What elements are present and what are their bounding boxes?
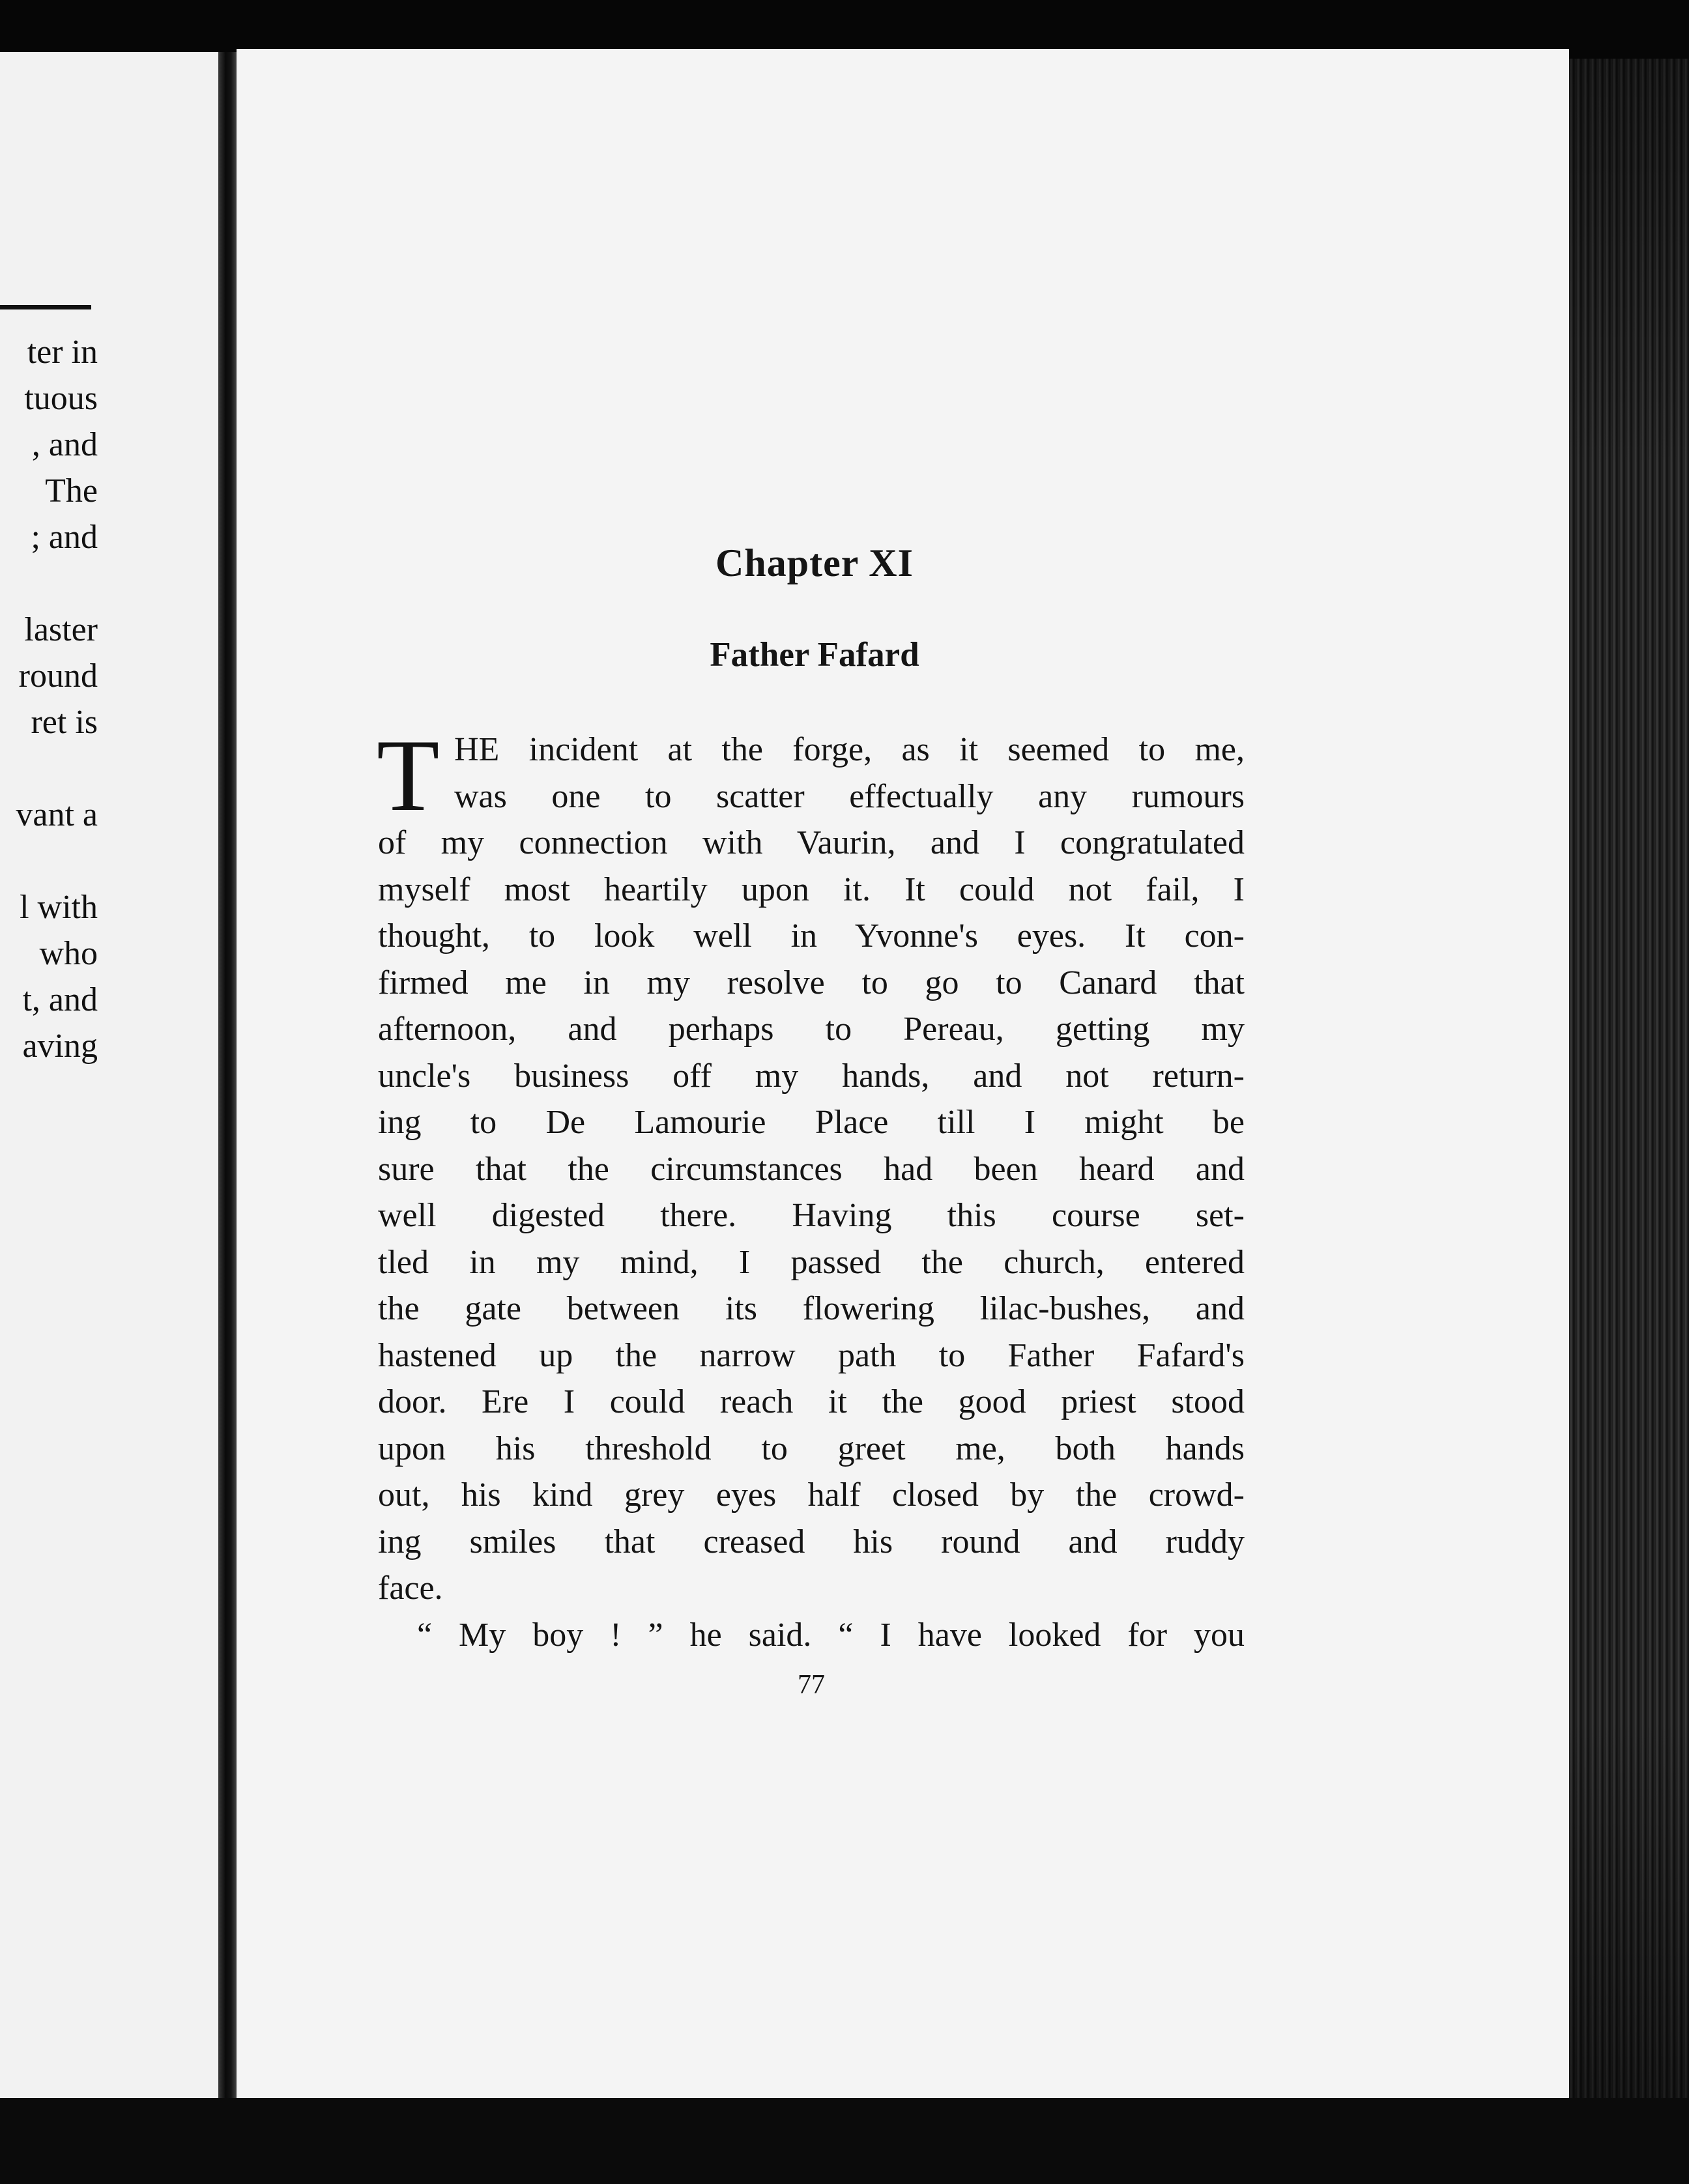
body-line: “ My boy ! ” he said. “ I have looked for you <box>417 1616 1245 1654</box>
previous-page-line: ret is <box>31 704 98 741</box>
previous-page-line <box>0 560 98 607</box>
previous-page-line: round <box>18 657 98 695</box>
drop-cap: T <box>377 719 440 833</box>
body-line: upon his threshold to greet me, both hands <box>378 1430 1245 1467</box>
body-line: ing to De Lamourie Place till I might be <box>378 1104 1245 1141</box>
previous-page-line <box>0 838 98 884</box>
page-number: 77 <box>798 1670 825 1700</box>
previous-page-line: t, and <box>22 981 98 1018</box>
body-line: firmed me in my resolve to go to Canard that <box>378 964 1245 1001</box>
previous-page-rule <box>0 305 91 309</box>
body-line: well digested there. Having this course set- <box>378 1197 1245 1234</box>
body-line: door. Ere I could reach it the good priest stood <box>378 1383 1245 1420</box>
body-line: sure that the circumstances had been heard and <box>378 1150 1245 1188</box>
body-line: uncle's business off my hands, and not return- <box>378 1057 1245 1095</box>
previous-page-line <box>0 745 98 792</box>
body-line: was one to scatter effectually any rumours <box>454 777 1245 815</box>
body-line: face. <box>378 1570 443 1607</box>
body-line: out, his kind grey eyes half closed by the crowd- <box>378 1476 1245 1514</box>
body-line: HE incident at the forge, as it seemed to me, <box>454 731 1245 768</box>
body-line: tled in my mind, I passed the church, entered <box>378 1243 1245 1281</box>
body-line: myself most heartily upon it. It could not fail, I <box>378 870 1245 908</box>
body-line: hastened up the narrow path to Father Fafard's <box>378 1336 1245 1374</box>
previous-page-line: l with <box>20 889 98 926</box>
body-line: thought, to look well in Yvonne's eyes. It con- <box>378 917 1245 955</box>
previous-page-line: ter in <box>27 334 98 371</box>
book-gutter <box>218 52 237 2098</box>
chapter-subtitle: Father Fafard <box>710 636 919 674</box>
previous-page-line: who <box>39 935 98 972</box>
previous-page-line: , and <box>31 426 98 463</box>
chapter-title: Chapter XI <box>715 541 914 584</box>
previous-page-line: vant a <box>16 796 98 833</box>
body-line: the gate between its flowering lilac-bushes, and <box>378 1290 1245 1327</box>
previous-page-line: laster <box>24 611 98 648</box>
body-line: ing smiles that creased his round and ruddy <box>378 1523 1245 1560</box>
previous-page-text <box>0 329 98 1069</box>
previous-page-line: tuous <box>24 380 98 417</box>
book-page-edges-shade <box>1569 59 1689 2131</box>
previous-page-line: ; and <box>31 519 98 556</box>
body-line: afternoon, and perhaps to Pereau, getting my <box>378 1011 1245 1048</box>
previous-page-line: aving <box>22 1027 98 1065</box>
previous-page-line: The <box>45 472 98 510</box>
chapter-body <box>377 719 1245 1658</box>
body-line: of my connection with Vaurin, and I congratulated <box>378 824 1245 861</box>
scan-bottom-border <box>0 2098 1689 2184</box>
